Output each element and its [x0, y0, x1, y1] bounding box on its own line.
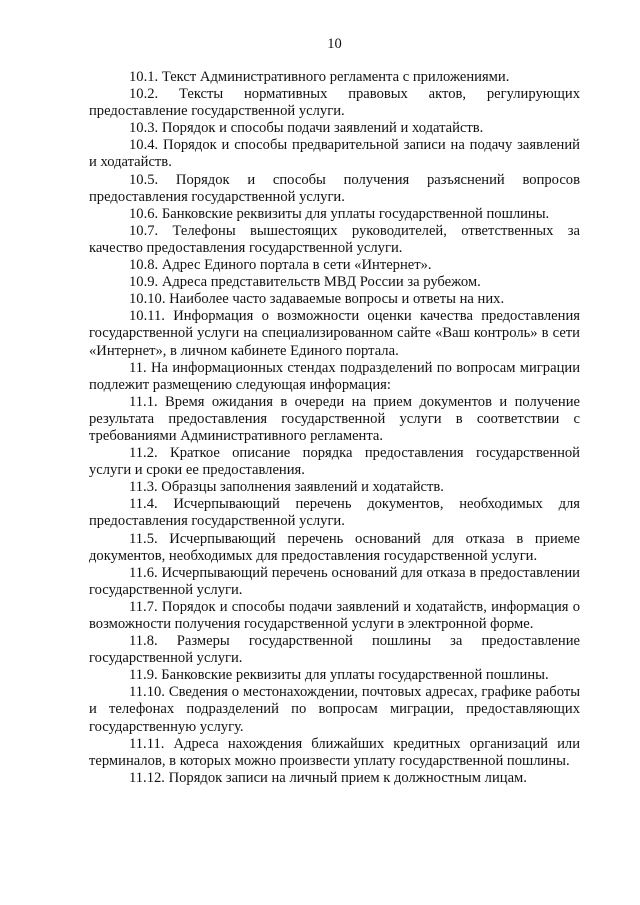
paragraph-11-3: 11.3. Образцы заполнения заявлений и ходатайств. — [129, 479, 444, 496]
paragraph-10-2: 10.2. Тексты нормативных правовых актов, регулирующих предоставление государственной услуги. — [89, 86, 580, 120]
paragraph-10-1: 10.1. Текст Административного регламента с приложениями. — [129, 69, 510, 85]
paragraph-11-11: 11.11. Адреса нахождения ближайших кредитных организаций или терминалов, в которых можно произвести уплату государственной пошлины. — [89, 735, 580, 769]
paragraph-11-1: 11.1. Время ожидания в очереди на прием документов и получение результата предоставления государственной услуги в соответствии с требованиями Административного регламента. — [89, 393, 580, 444]
paragraph-10-7: 10.7. Телефоны вышестоящих руководителей, ответственных за качество предоставления государственной услуги. — [89, 222, 580, 256]
paragraph-10-10: 10.10. Наиболее часто задаваемые вопросы и ответы на них. — [129, 291, 505, 308]
page-number: 10 — [327, 36, 342, 52]
paragraph-11-4: 11.4. Исчерпывающий перечень документов, необходимых для предоставления государственной услуги. — [89, 496, 580, 530]
paragraph-10-4: 10.4. Порядок и способы предварительной записи на подачу заявлений и ходатайств. — [89, 137, 580, 171]
paragraph-11: 11. На информационных стендах подразделений по вопросам миграции подлежит размещению следующая информация: — [89, 359, 580, 393]
paragraph-11-6: 11.6. Исчерпывающий перечень оснований для отказа в предоставлении государственной услуги. — [89, 564, 580, 598]
paragraph-11-12: 11.12. Порядок записи на личный прием к должностным лицам. — [129, 769, 527, 786]
paragraph-10-3: 10.3. Порядок и способы подачи заявлений и ходатайств. — [129, 120, 484, 137]
paragraph-10-5: 10.5. Порядок и способы получения разъяснений вопросов предоставления государственной услуги. — [89, 171, 580, 205]
paragraph-10-8: 10.8. Адрес Единого портала в сети «Интернет». — [129, 257, 432, 274]
paragraph-11-10: 11.10. Сведения о местонахождении, почтовых адресах, графике работы и телефонах подразделений по вопросам миграции, предоставляющих государственную услугу. — [89, 684, 580, 735]
paragraph-10-9: 10.9. Адреса представительств МВД России за рубежом. — [129, 274, 481, 291]
paragraph-11-5: 11.5. Исчерпывающий перечень оснований для отказа в приеме документов, необходимых для предоставления государственной услуги. — [89, 530, 580, 564]
paragraph-11-8: 11.8. Размеры государственной пошлины за предоставление государственной услуги. — [89, 633, 580, 667]
paragraph-11-9: 11.9. Банковские реквизиты для уплаты государственной пошлины. — [129, 667, 549, 684]
document-body — [89, 69, 580, 787]
paragraph-10-6: 10.6. Банковские реквизиты для уплаты государственной пошлины. — [129, 205, 550, 222]
paragraph-10-11: 10.11. Информация о возможности оценки качества предоставления государственной услуги на специализированном сайте «Ваш контроль» в сети «Интернет», в личном кабинете Единого портала. — [89, 308, 580, 359]
paragraph-11-2: 11.2. Краткое описание порядка предоставления государственной услуги и сроки ее предоставления. — [89, 445, 580, 479]
paragraph-11-7: 11.7. Порядок и способы подачи заявлений и ходатайств, информация о возможности получения государственной услуги в электронной форме. — [89, 598, 580, 632]
